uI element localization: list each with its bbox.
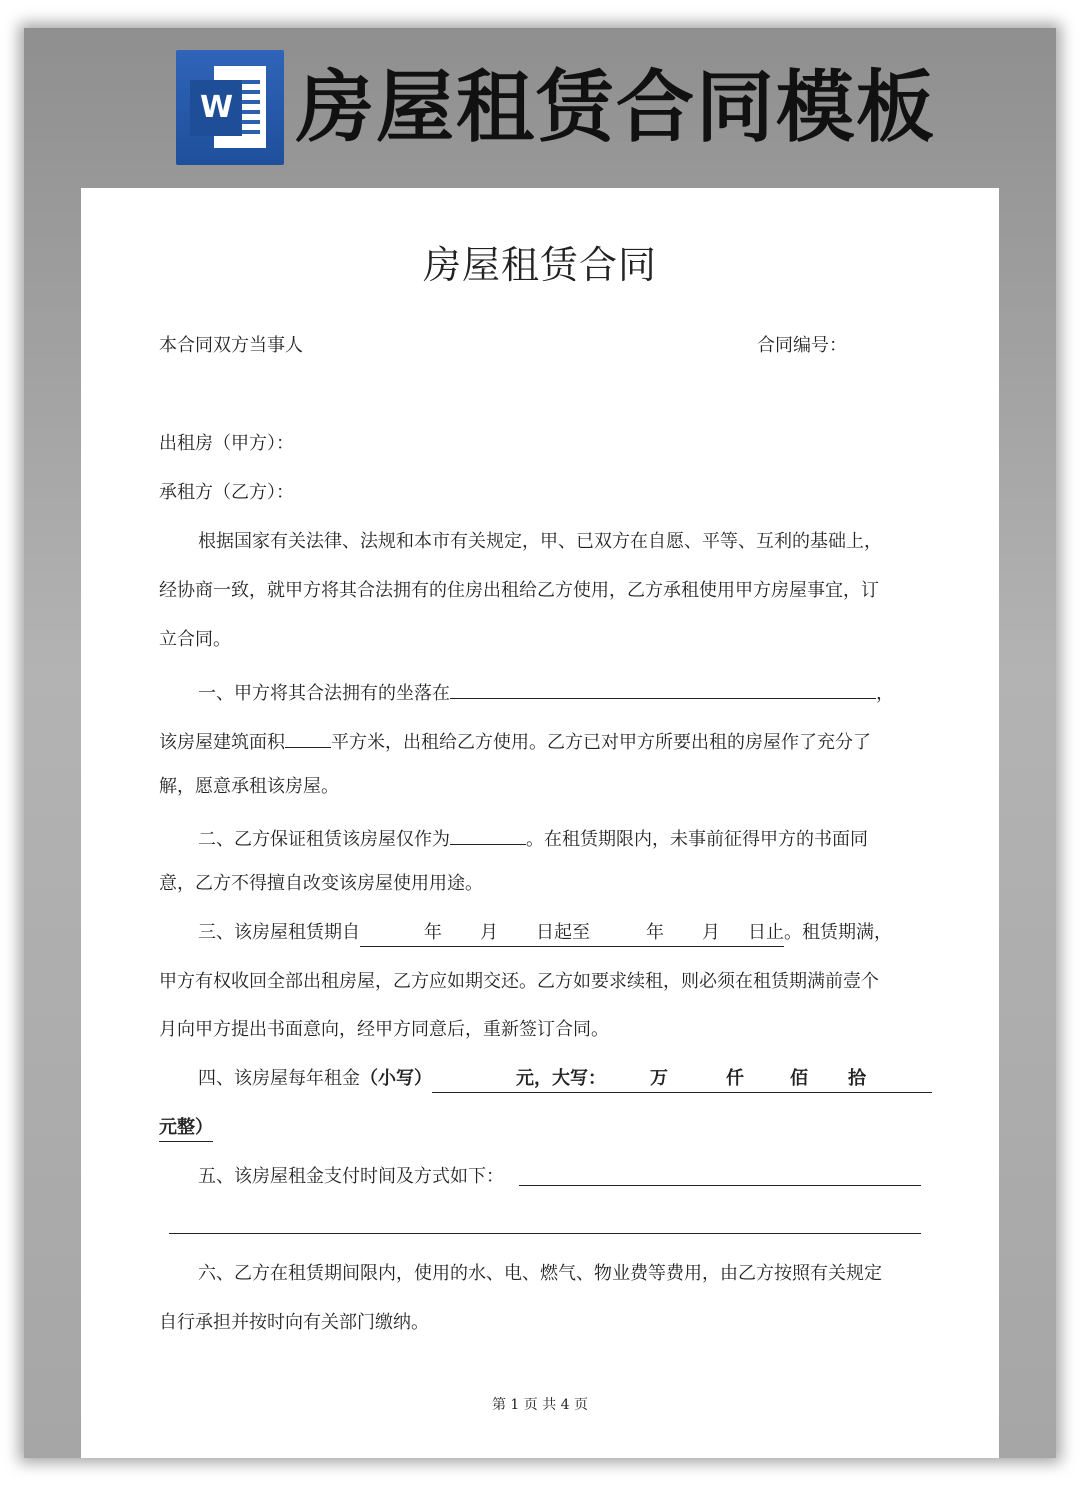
clause-1-suffix: ， (876, 683, 894, 704)
shi-label: 拾 (848, 1068, 866, 1089)
start-day-label: 日起至 (536, 922, 590, 943)
clause-1-line-2 (159, 725, 871, 756)
clause-4-prefix: 四、该房屋每年租金 (198, 1068, 360, 1089)
clause-2-line-2: 意，乙方不得擅自改变该房屋使用用途。 (159, 873, 483, 894)
clause-2-prefix: 二、乙方保证租赁该房屋仅作为 (198, 829, 450, 850)
end-year-label: 年 (646, 922, 664, 943)
contract-number-label: 合同编号： (757, 335, 847, 356)
clause-4-line-2 (159, 1115, 213, 1142)
start-month-label: 月 (480, 922, 498, 943)
clause-1-prefix: 一、甲方将其合法拥有的坐落在 (198, 683, 450, 704)
banner (24, 28, 1056, 188)
clause-1-line-1 (198, 676, 894, 707)
word-app-icon (176, 50, 284, 165)
clause-3-line-2: 甲方有权收回全部出租房屋，乙方应如期交还。乙方如要求续租，则必须在租赁期满前壹个 (159, 971, 879, 992)
clause-3-suffix: 。租赁期满， (784, 922, 892, 943)
lessee-label: 承租方（乙方）： (159, 482, 294, 503)
intro-line-2: 经协商一致，就甲方将其合法拥有的住房出租给乙方使用，乙方承租使用甲方房屋事宜，订 (159, 580, 879, 601)
page-footer: 第 1 页 共 4 页 (491, 1397, 589, 1413)
payment-method-blank-2[interactable] (169, 1233, 921, 1234)
clause-3-line-1 (198, 920, 892, 947)
rent-yuan-zheng: 元整） (159, 1115, 213, 1142)
clause-6-line-2: 自行承担并按时向有关部门缴纳。 (159, 1312, 429, 1333)
bai-label: 佰 (790, 1068, 808, 1089)
end-month-label: 月 (702, 922, 720, 943)
clause-5-prefix: 五、该房屋租金支付时间及方式如下： (198, 1166, 504, 1187)
yuan-daxie-label: 元，大写： (516, 1068, 606, 1089)
parties-label: 本合同双方当事人 (159, 335, 303, 356)
wan-label: 万 (650, 1068, 668, 1089)
clause-6-line-1: 六、乙方在租赁期间限内，使用的水、电、燃气、物业费等费用，由乙方按照有关规定 (198, 1263, 882, 1284)
banner-title: 房屋租赁合同模板 (296, 63, 937, 153)
rent-amount-blank[interactable] (432, 1066, 932, 1093)
qian-label: 仟 (726, 1068, 744, 1089)
clause-5-line-1 (198, 1164, 504, 1190)
document-page (81, 188, 999, 1458)
lessor-label: 出租房（甲方）： (159, 433, 294, 454)
clause-2-line-1 (198, 822, 868, 853)
intro-line-1: 根据国家有关法律、法规和本市有关规定，甲、已双方在自愿、平等、互利的基础上， (198, 531, 882, 552)
payment-method-blank-1[interactable] (519, 1185, 921, 1186)
lease-period-blank[interactable] (360, 920, 784, 947)
clause-2-suffix: 。在租赁期限内，未事前征得甲方的书面同 (526, 829, 868, 850)
start-year-label: 年 (424, 922, 442, 943)
area-unit-text: 平方米，出租给乙方使用。乙方已对甲方所要出租的房屋作了充分了 (331, 732, 871, 753)
word-letter-badge: W (190, 80, 242, 136)
clause-1-line-3: 解，愿意承租该房屋。 (159, 776, 339, 797)
area-blank[interactable] (285, 725, 331, 748)
intro-line-3: 立合同。 (159, 629, 231, 650)
image-frame (24, 28, 1056, 1458)
document-title: 房屋租赁合同 (422, 243, 657, 287)
rent-open-paren: （小写） (360, 1068, 432, 1089)
clause-4-line-1 (198, 1066, 932, 1093)
clause-3-line-3: 月向甲方提出书面意向，经甲方同意后，重新签订合同。 (159, 1019, 609, 1040)
area-label: 该房屋建筑面积 (159, 732, 285, 753)
clause-3-prefix: 三、该房屋租赁期自 (198, 922, 360, 943)
end-day-label: 日止 (748, 922, 784, 943)
location-blank[interactable] (450, 676, 876, 699)
usage-blank[interactable] (450, 822, 526, 845)
